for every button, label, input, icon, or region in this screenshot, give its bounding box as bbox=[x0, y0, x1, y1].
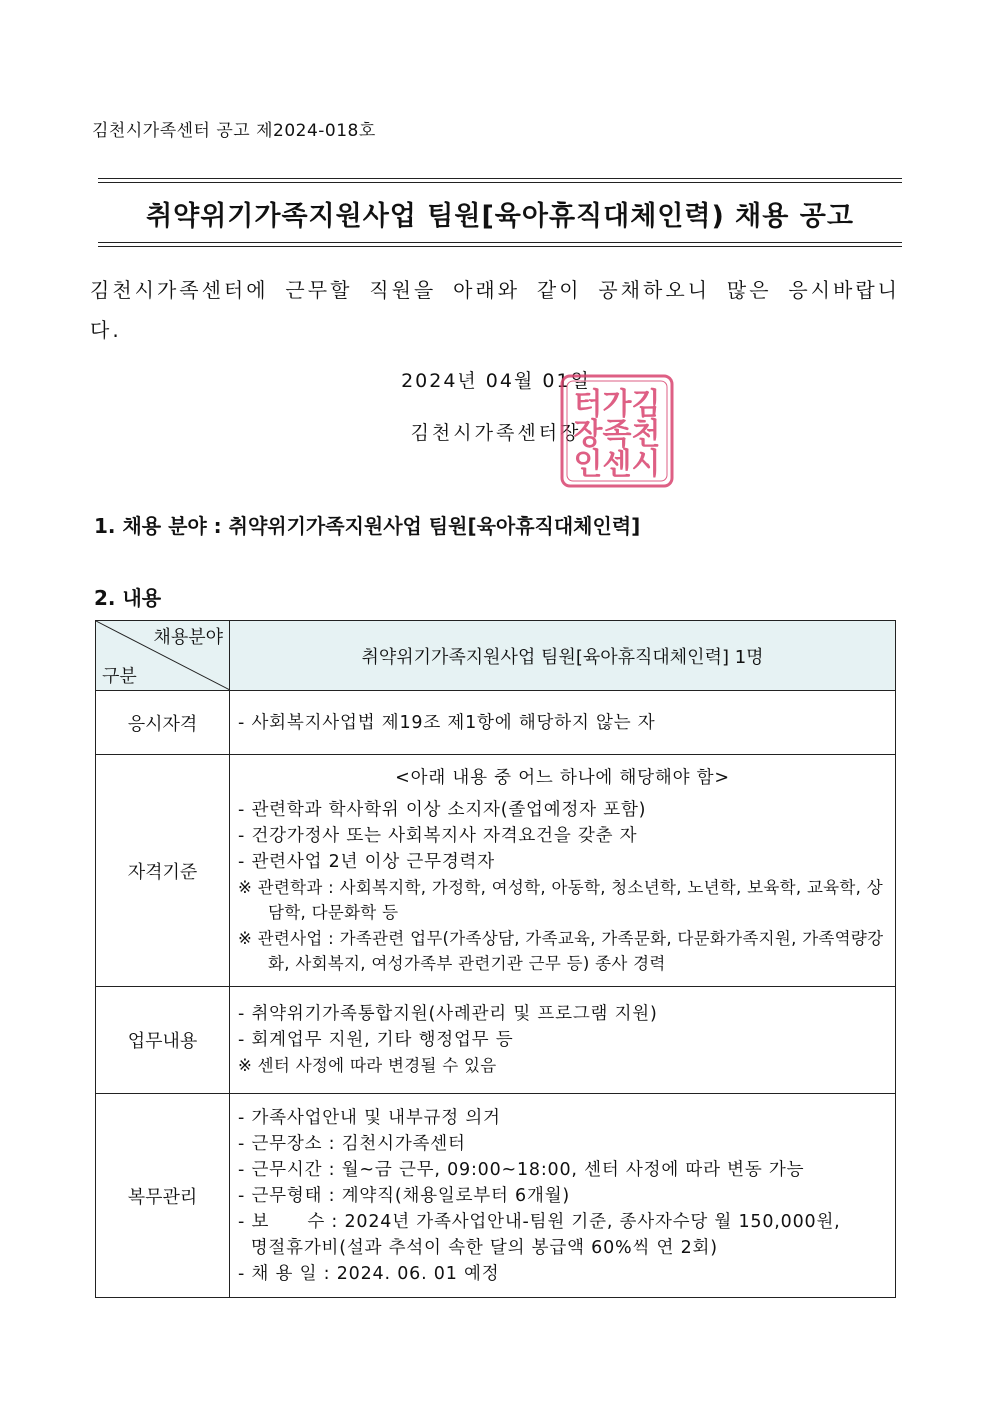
title-rule-top-1 bbox=[98, 178, 902, 179]
page-title: 취약위기가족지원사업 팀원[육아휴직대체인력) 채용 공고 bbox=[146, 201, 854, 232]
seal-glyph: 센 bbox=[602, 447, 632, 482]
list-item: - 건강가정사 또는 사회복지사 자격요건을 갖춘 자 bbox=[238, 825, 638, 846]
table-row bbox=[96, 691, 896, 755]
seal-glyph: 가 bbox=[602, 387, 632, 422]
table-row bbox=[96, 1094, 896, 1298]
row-content-eligibility bbox=[230, 691, 896, 755]
seal-glyph: 장 bbox=[573, 417, 603, 452]
seal-glyph: 인 bbox=[573, 447, 603, 482]
list-item: - 취약위기가족통합지원(사례관리 및 프로그램 지원) bbox=[238, 1004, 658, 1025]
header-position-value: 취약위기가족지원사업 팀원[육아휴직대체인력] 1명 bbox=[230, 621, 896, 691]
section-1-heading: 1. 채용 분야 : 취약위기가족지원사업 팀원[육아휴직대체인력] bbox=[94, 514, 641, 538]
list-item: - 근무장소 : 김천시가족센터 bbox=[238, 1133, 466, 1154]
seal-glyph: 시 bbox=[631, 447, 661, 482]
table-row bbox=[96, 755, 896, 987]
row-label-duties: 업무내용 bbox=[96, 987, 230, 1094]
list-item: - 관련사업 2년 이상 근무경력자 bbox=[238, 851, 495, 872]
seal-glyph: 김 bbox=[631, 387, 661, 422]
row-label-service: 복무관리 bbox=[96, 1094, 230, 1298]
table-row bbox=[96, 987, 896, 1094]
section-2-heading: 2. 내용 bbox=[94, 586, 162, 610]
list-item: - 채 용 일 : 2024. 06. 01 예정 bbox=[238, 1263, 500, 1284]
notice-date: 2024년 04월 01일 bbox=[401, 370, 591, 392]
row-label-qualification: 자격기준 bbox=[96, 755, 230, 987]
row-label-eligibility: 응시자격 bbox=[96, 691, 230, 755]
qualification-heading: <아래 내용 중 어느 하나에 해당해야 함> bbox=[395, 767, 730, 788]
list-item: - 회계업무 지원, 기타 행정업무 등 bbox=[238, 1030, 514, 1051]
header-field-label: 채용분야 bbox=[153, 627, 223, 648]
seal-glyph: 천 bbox=[631, 417, 661, 452]
recruitment-table bbox=[95, 620, 896, 1298]
intro-text: 김천시가족센터에 근무할 직원을 아래와 같이 공채하오니 많은 응시바랍니다. bbox=[90, 278, 900, 342]
list-item: - 사회복지사업법 제19조 제1항에 해당하지 않는 자 bbox=[238, 712, 656, 733]
list-item: - 근무형태 : 계약직(채용일로부터 6개월) bbox=[238, 1185, 571, 1206]
table-header-row bbox=[96, 621, 896, 691]
title-rule-top-2 bbox=[98, 182, 902, 183]
header-diagonal-cell bbox=[96, 621, 230, 691]
list-item: - 근무시간 : 월~금 근무, 09:00~18:00, 센터 사정에 따라 변동 가능 bbox=[238, 1159, 805, 1180]
official-seal-stamp bbox=[558, 372, 676, 490]
note-item: ※ 센터 사정에 따라 변경될 수 있음 bbox=[238, 1056, 497, 1076]
seal-glyph: 족 bbox=[602, 417, 632, 452]
row-content-duties bbox=[230, 987, 896, 1094]
header-category-label: 구분 bbox=[102, 666, 137, 687]
note-item: ※ 관련사업 : 가족관련 업무(가족상담, 가족교육, 가족문화, 다문화가족지원, 가족역량강화, 사회복지, 여성가족부 관련기관 근무 등) 종사 경력 bbox=[238, 928, 884, 973]
note-item: ※ 관련학과 : 사회복지학, 가정학, 여성학, 아동학, 청소년학, 노년학, 보육학, 교육학, 상담학, 다문화학 등 bbox=[238, 877, 883, 922]
title-rule-bottom-2 bbox=[98, 246, 902, 247]
seal-glyph: 터 bbox=[573, 387, 603, 422]
title-rule-bottom-1 bbox=[98, 242, 902, 243]
signatory: 김천시가족센터장 bbox=[410, 422, 582, 444]
list-item: - 가족사업안내 및 내부규정 의거 bbox=[238, 1107, 501, 1128]
row-content-qualification bbox=[230, 755, 896, 987]
list-item: - 보 수 : 2024년 가족사업안내-팀원 기준, 종사자수당 월 150,000원, bbox=[238, 1211, 841, 1232]
row-content-service bbox=[230, 1094, 896, 1298]
list-item: 명절휴가비(설과 추석이 속한 달의 봉급액 60%씩 연 2회) bbox=[238, 1237, 718, 1258]
notice-number: 김천시가족센터 공고 제2024-018호 bbox=[92, 121, 376, 141]
list-item: - 관련학과 학사학위 이상 소지자(졸업예정자 포함) bbox=[238, 799, 647, 820]
title-band bbox=[98, 178, 902, 248]
